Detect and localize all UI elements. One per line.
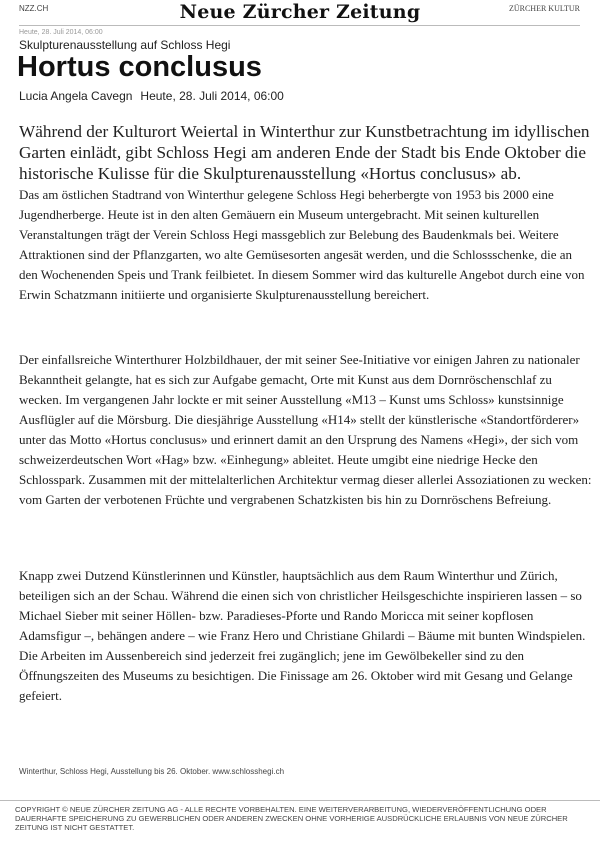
section-label[interactable]: ZÜRCHER KULTUR — [508, 4, 580, 13]
article-lead: Während der Kulturort Weiertal in Winterthur zur Kunstbetrachtung im idyllischen Garten einlädt, gibt Schloss Hegi am anderen Ende der Stadt bis Ende Oktober die historische Kulisse für die Skulpturenausstellung «Hortus conclusus» ab. — [19, 122, 590, 183]
body-paragraph-2: Der einfallsreiche Winterthurer Holzbildhauer, der mit seiner See-Initiative vor einigen Jahren zu nationaler Bekanntheit gelangte, hat es sich zur Aufgabe gemacht, Orte mit Kunst aus dem Dornröschenschlaf zu wecken. Im vergangenen Jahr lockte er mit seiner Ausstellung «M13 – Kunst ums Schloss» kunstsinnige Ausflügler auf die Mörsburg. Die diesjährige Ausstellung «H14» stellt der künstlerische «Standortförderer» unter das Motto «Hortus conclusus» und erinnert damit an den Ursprung des Namens «Hegi», der sich vom schweizerdeutschen Wort «Hag» bzw. «Einhegung» ableitet. Heute umgibt eine niedrige Hecke den Schlosspark. Zusammen mit der mittelalterlichen Architektur vermag dieser allerlei Assoziationen zu wecken: vom Garten der verbotenen Früchte und vergrabenen Schatzkisten bis hin zu Dornröschens Befreiung. — [19, 352, 592, 507]
header-divider — [19, 25, 580, 26]
author-name[interactable]: Lucia Angela Cavegn — [19, 89, 133, 103]
byline — [19, 89, 284, 103]
footer-divider — [0, 800, 600, 801]
masthead-logo[interactable]: Neue Zürcher Zeitung — [179, 1, 421, 23]
meta-date: Heute, 28. Juli 2014, 06:00 — [19, 29, 103, 36]
body-paragraph-3: Knapp zwei Dutzend Künstlerinnen und Künstler, hauptsächlich aus dem Raum Winterthur und Zürich, beteiligen sich an der Schau. Während die einen sich von christlicher Heilsgeschichte inspirieren lassen – so Michael Sieber mit seiner Höllen- bzw. Paradieses-Pforte und Rando Moricca mit seiner kopflosen Adamsfigur –, behängen andere – wie Franz Hero und Christiane Ghilardi – Bäume mit bunten Windspielen. Die Arbeiten im Aussenbereich sind jederzeit frei zugänglich; jene im Gewölbekeller sind zu den Öffnungszeiten des Museums zu besichtigen. Die Finissage am 26. Oktober wird mit Gesang und Gelange gefeiert. — [19, 568, 586, 703]
body-paragraph-1: Das am östlichen Stadtrand von Winterthur gelegene Schloss Hegi beherbergte von 1953 bis 2000 eine Jugendherberge. Heute ist in den alten Gemäuern ein Museum untergebracht. Mit seinen kulturellen Veranstaltungen trägt der Verein Schloss Hegi massgeblich zur Belebung des Baudenkmals bei. Weitere Attraktionen sind der Pflanzgarten, wo alte Gemüsesorten angesät werden, und die Schlossschenke, die an den Wochenenden Speis und Trank feilbietet. In diesem Sommer wird das kulturelle Angebot durch eine von Erwin Schatzmann initiierte und organisierte Skulpturenausstellung bereichert. — [19, 187, 585, 302]
article-kicker: Skulpturenausstellung auf Schloss Hegi — [19, 38, 231, 52]
copyright-notice: COPYRIGHT © NEUE ZÜRCHER ZEITUNG AG - ALLE RECHTE VORBEHALTEN. EINE WEITERVERARBEITUNG, WIEDERVERÖFFENTLICHUNG ODER DAUERHAFTE SPEICHERUNG ZU GEWERBLICHEN ODER ANDEREN ZWECKEN OHNE VORHERIGE AUSDRÜCKLICHE ERLAUBNIS VON NEUE ZÜRCHER ZEITUNG IST NICHT GESTATTET. — [15, 805, 568, 832]
article-title: Hortus conclusus — [17, 51, 262, 83]
site-url[interactable]: NZZ.CH — [19, 4, 49, 13]
top-bar — [0, 0, 600, 26]
exhibition-info: Winterthur, Schloss Hegi, Ausstellung bis 26. Oktober. www.schlosshegi.ch — [19, 767, 285, 776]
publish-date: Heute, 28. Juli 2014, 06:00 — [140, 89, 284, 103]
